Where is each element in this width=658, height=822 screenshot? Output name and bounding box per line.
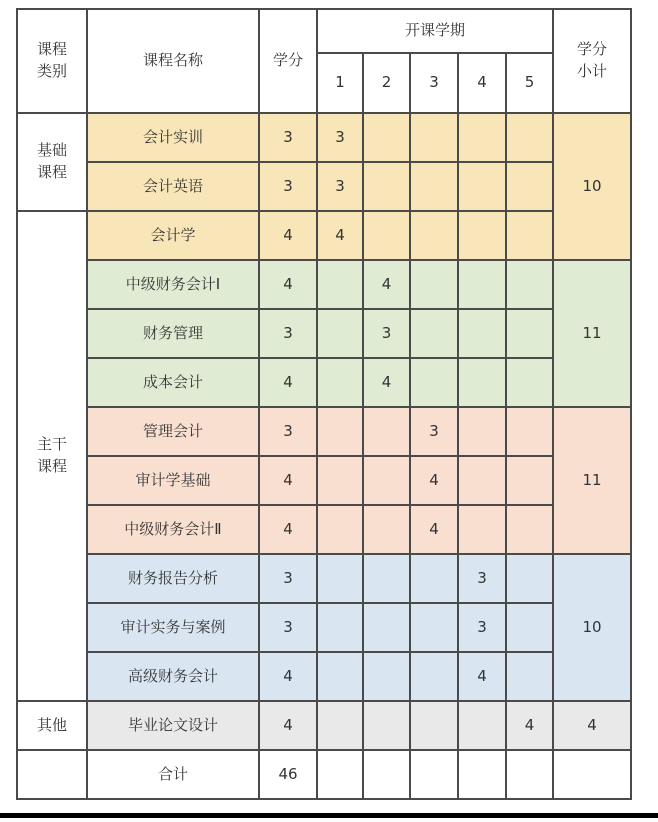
header-subtotal: [553, 9, 631, 113]
total-credits-cell: 46: [259, 750, 317, 799]
semester-cell: 4: [506, 701, 553, 750]
semester-cell: [458, 750, 506, 799]
course-name-cell: 财务报告分析: [87, 554, 259, 603]
header-category-line2: 类别: [36, 62, 67, 80]
credits-cell: 3: [259, 554, 317, 603]
total-label-cell: 合计: [87, 750, 259, 799]
semester-cell: [458, 260, 506, 309]
credits-cell: 4: [259, 358, 317, 407]
semester-cell: 3: [317, 162, 363, 211]
semester-cell: [458, 407, 506, 456]
header-sem-5: 5: [506, 53, 553, 113]
semester-cell: [506, 554, 553, 603]
semester-cell: [317, 652, 363, 701]
semester-cell: 4: [458, 652, 506, 701]
semester-cell: [317, 309, 363, 358]
credits-cell: 3: [259, 162, 317, 211]
semester-cell: [363, 211, 410, 260]
semester-cell: [317, 750, 363, 799]
credits-cell: 4: [259, 456, 317, 505]
header-subtotal-line1: 学分: [576, 40, 607, 59]
semester-cell: 3: [458, 554, 506, 603]
semester-cell: 4: [410, 456, 458, 505]
semester-cell: [363, 750, 410, 799]
semester-cell: 3: [363, 309, 410, 358]
credits-cell: 3: [259, 309, 317, 358]
header-credits: 学分: [259, 9, 317, 113]
semester-cell: [506, 162, 553, 211]
subtotal-cell: 4: [553, 701, 631, 750]
course-row: [17, 701, 631, 750]
course-name-cell: 毕业论文设计: [87, 701, 259, 750]
semester-cell: [506, 358, 553, 407]
course-name-cell: 会计学: [87, 211, 259, 260]
credits-cell: 4: [259, 505, 317, 554]
course-name-cell: 会计实训: [87, 113, 259, 162]
credits-cell: 3: [259, 407, 317, 456]
semester-cell: [317, 358, 363, 407]
semester-cell: 3: [410, 407, 458, 456]
course-row: [17, 211, 631, 260]
course-row: [17, 505, 631, 554]
semester-cell: [506, 603, 553, 652]
course-row: [17, 554, 631, 603]
course-row: [17, 456, 631, 505]
semester-cell: 4: [363, 260, 410, 309]
semester-cell: [363, 456, 410, 505]
credits-cell: 4: [259, 211, 317, 260]
header-sem-1: 1: [317, 53, 363, 113]
header-category: [17, 9, 87, 113]
header-subtotal-line2: 小计: [576, 62, 607, 80]
semester-cell: [317, 505, 363, 554]
subtotal-cell: 11: [553, 260, 631, 407]
semester-cell: [317, 603, 363, 652]
credits-cell: 4: [259, 701, 317, 750]
semester-cell: [506, 113, 553, 162]
semester-cell: 3: [458, 603, 506, 652]
semester-cell: [458, 113, 506, 162]
semester-cell: [410, 750, 458, 799]
curriculum-table: [16, 8, 632, 800]
category-cell-other: 其他: [17, 701, 87, 750]
header-sem-2: 2: [363, 53, 410, 113]
semester-cell: [506, 211, 553, 260]
semester-cell: [458, 358, 506, 407]
semester-cell: [410, 652, 458, 701]
category-cell-empty: [17, 750, 87, 799]
credits-cell: 4: [259, 260, 317, 309]
course-name-cell: 中级财务会计Ⅰ: [87, 260, 259, 309]
semester-cell: 3: [317, 113, 363, 162]
semester-cell: [410, 701, 458, 750]
semester-cell: [410, 603, 458, 652]
course-row: [17, 603, 631, 652]
semester-cell: [506, 309, 553, 358]
semester-cell: [317, 407, 363, 456]
course-name-cell: 会计英语: [87, 162, 259, 211]
subtotal-cell: 10: [553, 113, 631, 260]
semester-cell: [506, 750, 553, 799]
course-name-cell: 中级财务会计Ⅱ: [87, 505, 259, 554]
category-basic-line1: 基础: [36, 141, 67, 160]
course-row: [17, 309, 631, 358]
semester-cell: [363, 652, 410, 701]
total-row: [17, 750, 631, 799]
semester-cell: [506, 505, 553, 554]
semester-cell: [363, 407, 410, 456]
course-name-cell: 高级财务会计: [87, 652, 259, 701]
semester-cell: [506, 407, 553, 456]
page-bottom-border: [0, 813, 658, 818]
course-name-cell: 审计实务与案例: [87, 603, 259, 652]
header-row-top: [17, 9, 631, 53]
semester-cell: 4: [363, 358, 410, 407]
semester-cell: [458, 701, 506, 750]
semester-cell: [363, 162, 410, 211]
semester-cell: 4: [317, 211, 363, 260]
category-main-line1: 主干: [36, 435, 67, 454]
semester-cell: [363, 505, 410, 554]
header-sem-4: 4: [458, 53, 506, 113]
course-row: [17, 652, 631, 701]
header-sem-3: 3: [410, 53, 458, 113]
semester-cell: [410, 309, 458, 358]
semester-cell: [410, 358, 458, 407]
course-name-cell: 管理会计: [87, 407, 259, 456]
semester-cell: [506, 456, 553, 505]
semester-cell: [410, 260, 458, 309]
course-row: [17, 113, 631, 162]
semester-cell: [458, 505, 506, 554]
semester-cell: [410, 211, 458, 260]
category-cell-main: [17, 211, 87, 701]
header-category-line1: 课程: [36, 40, 67, 59]
header-course-name: 课程名称: [87, 9, 259, 113]
semester-cell: [363, 701, 410, 750]
semester-cell: [506, 260, 553, 309]
subtotal-cell: [553, 750, 631, 799]
subtotal-cell: 11: [553, 407, 631, 554]
semester-cell: [506, 652, 553, 701]
header-semester-group: 开课学期: [317, 9, 553, 53]
semester-cell: [363, 603, 410, 652]
semester-cell: [317, 260, 363, 309]
course-name-cell: 审计学基础: [87, 456, 259, 505]
course-name-cell: 成本会计: [87, 358, 259, 407]
course-row: [17, 358, 631, 407]
semester-cell: [458, 456, 506, 505]
semester-cell: [410, 113, 458, 162]
semester-cell: [363, 554, 410, 603]
semester-cell: [317, 456, 363, 505]
semester-cell: 4: [410, 505, 458, 554]
category-cell-basic: [17, 113, 87, 211]
course-name-cell: 财务管理: [87, 309, 259, 358]
credits-cell: 3: [259, 113, 317, 162]
credits-cell: 3: [259, 603, 317, 652]
semester-cell: [410, 554, 458, 603]
credits-cell: 4: [259, 652, 317, 701]
category-basic-line2: 课程: [36, 163, 67, 181]
course-row: [17, 162, 631, 211]
course-row: [17, 260, 631, 309]
subtotal-cell: 10: [553, 554, 631, 701]
semester-cell: [458, 309, 506, 358]
semester-cell: [317, 554, 363, 603]
semester-cell: [317, 701, 363, 750]
category-main-line2: 课程: [36, 457, 67, 475]
semester-cell: [410, 162, 458, 211]
course-row: [17, 407, 631, 456]
semester-cell: [458, 211, 506, 260]
semester-cell: [458, 162, 506, 211]
semester-cell: [363, 113, 410, 162]
